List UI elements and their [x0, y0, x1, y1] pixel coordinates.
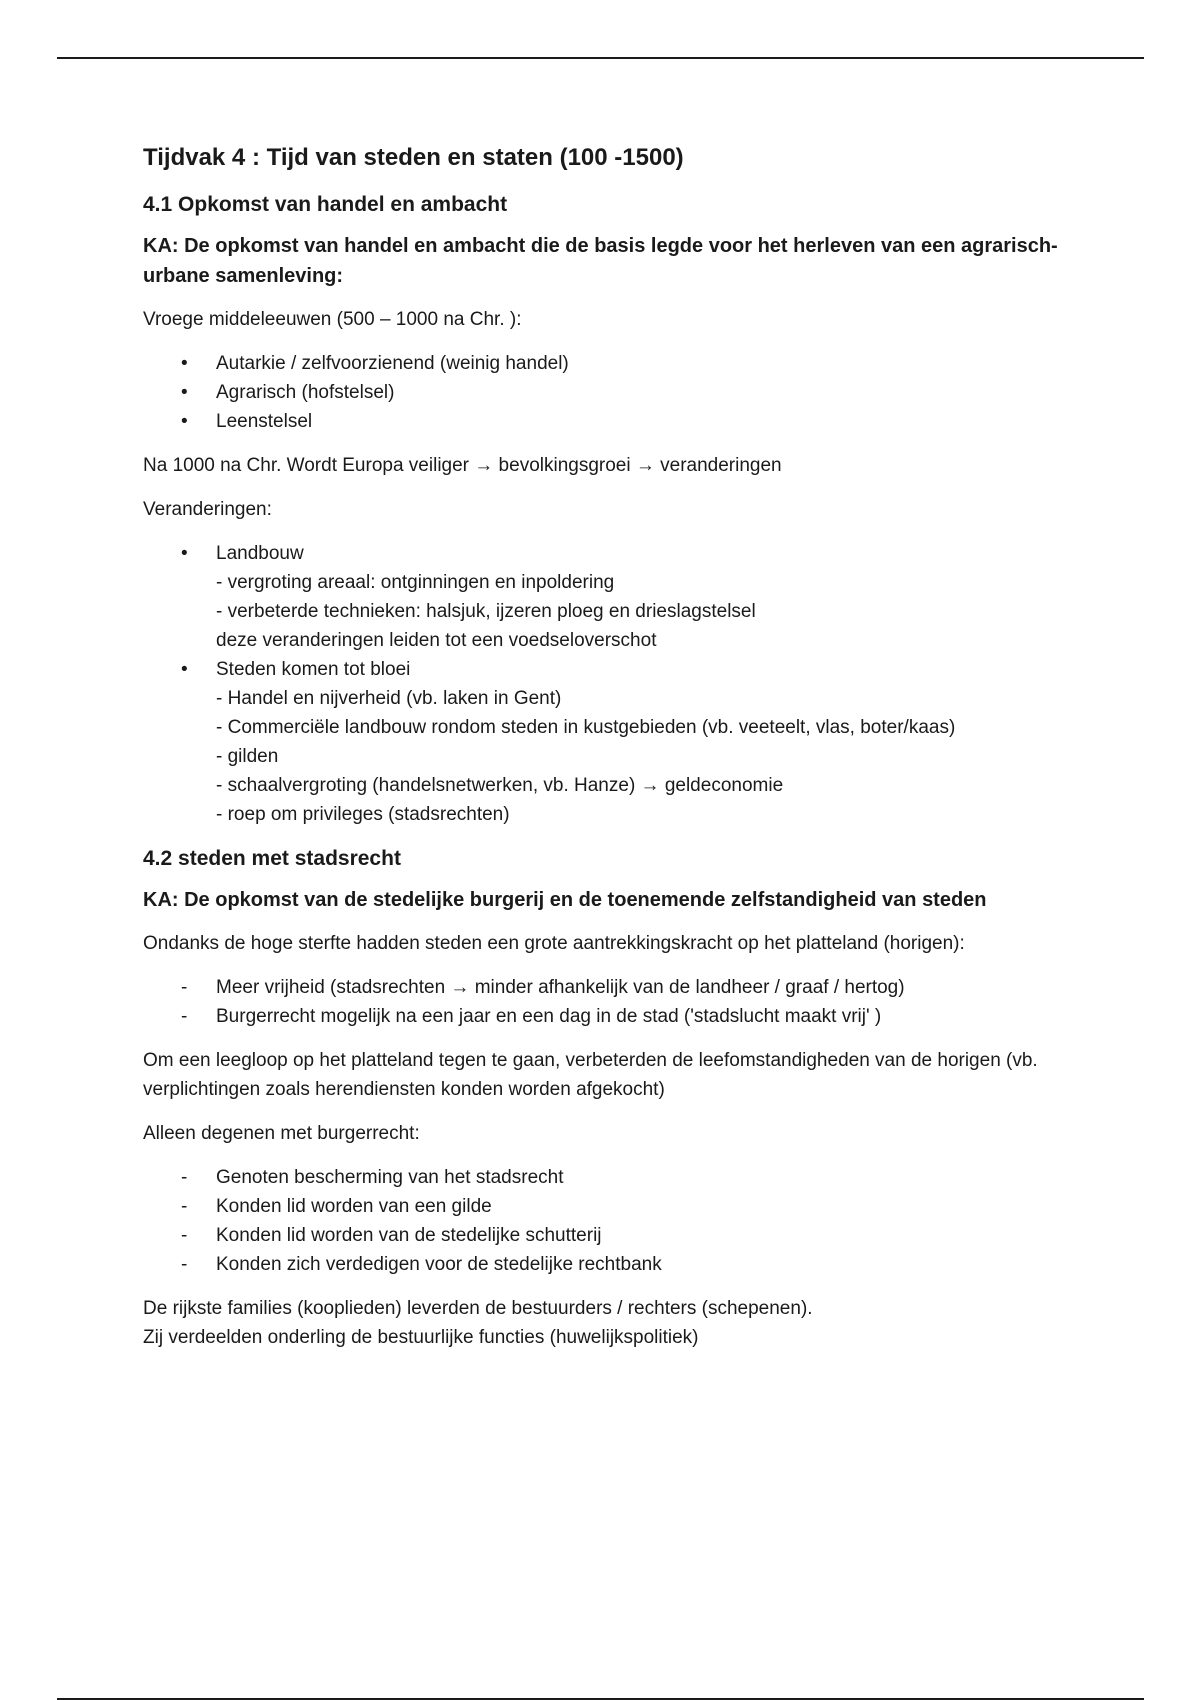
- living-conditions-paragraph: Om een leegloop op het platteland tegen te gaan, verbeterden de leefomstandigheden van de horigen (vb. verplichtingen zoals herendiensten konden worden afgekocht): [143, 1050, 1043, 1100]
- closing-line-2: Zij verdeelden onderling de bestuurlijke functies (huwelijkspolitiek): [143, 1327, 699, 1348]
- city-attraction-list: [143, 973, 1083, 1031]
- list-item: - Konden lid worden van de stedelijke schutterij: [143, 1221, 1083, 1250]
- changes-list: [143, 539, 1083, 829]
- city-attraction-intro: Ondanks de hoge sterfte hadden steden een grote aantrekkingskracht op het platteland (horigen):: [143, 933, 965, 954]
- section-heading-4-1: 4.1 Opkomst van handel en ambacht: [143, 193, 508, 216]
- list-item: - Konden lid worden van een gilde: [143, 1192, 1083, 1221]
- citizenship-list: [143, 1163, 1083, 1279]
- ka-statement-4-2: KA: De opkomst van de stedelijke burgerij en de toenemende zelfstandigheid van steden: [143, 889, 987, 911]
- list-item: - Meer vrijheid (stadsrechten → minder afhankelijk van de landheer / graaf / hertog): [143, 973, 1083, 1002]
- section-heading-4-2: 4.2 steden met stadsrecht: [143, 847, 401, 870]
- list-item: • Agrarisch (hofstelsel): [143, 378, 1083, 407]
- dash-marker: -: [181, 1254, 188, 1275]
- bullet-marker: •: [181, 543, 188, 564]
- changes-label: Veranderingen:: [143, 499, 272, 520]
- list-item: - Genoten bescherming van het stadsrecht: [143, 1163, 1083, 1192]
- early-middle-ages-intro: Vroege middeleeuwen (500 – 1000 na Chr. ):: [143, 309, 522, 330]
- closing-line-1: De rijkste families (kooplieden) leverden de bestuurders / rechters (schepenen).: [143, 1298, 813, 1319]
- document-title: Tijdvak 4 : Tijd van steden en staten (100 -1500): [143, 144, 684, 171]
- bullet-marker: •: [181, 382, 188, 403]
- list-item: - Burgerrecht mogelijk na een jaar en een dag in de stad ('stadslucht maakt vrij' ): [143, 1002, 1083, 1031]
- bullet-marker: •: [181, 659, 188, 680]
- list-item: • Autarkie / zelfvoorzienend (weinig handel): [143, 349, 1083, 378]
- top-rule: [57, 57, 1144, 59]
- change-line: Na 1000 na Chr. Wordt Europa veiliger → bevolkingsgroei → veranderingen: [143, 455, 782, 476]
- dash-marker: -: [181, 1006, 188, 1027]
- document-body: [143, 142, 1083, 1352]
- dash-marker: -: [181, 977, 188, 998]
- list-item: • Leenstelsel: [143, 407, 1083, 436]
- list-item: • Steden komen tot bloei - Handel en nijverheid (vb. laken in Gent) - Commerciële landbouw rondom steden in kustgebieden (vb. veeteelt, vlas, boter/kaas) - gilden - schaalvergroting (handelsnetwerken, vb. Hanze) → geldeconomie - roep om privileges (stadsrechten): [143, 655, 1083, 829]
- ka-statement-4-1: KA: De opkomst van handel en ambacht die de basis legde voor het herleven van een agrarisch-urbane samenleving:: [143, 235, 1058, 287]
- bullet-marker: •: [181, 353, 188, 374]
- dash-marker: -: [181, 1167, 188, 1188]
- citizenship-label: Alleen degenen met burgerrecht:: [143, 1123, 420, 1144]
- dash-marker: -: [181, 1196, 188, 1217]
- early-middle-ages-list: [143, 349, 1083, 436]
- list-item: - Konden zich verdedigen voor de stedelijke rechtbank: [143, 1250, 1083, 1279]
- list-item: • Landbouw - vergroting areaal: ontginningen en inpoldering - verbeterde technieken: halsjuk, ijzeren ploeg en drieslagstelsel deze veranderingen leiden tot een voedseloverschot: [143, 539, 1083, 655]
- dash-marker: -: [181, 1225, 188, 1246]
- bullet-marker: •: [181, 411, 188, 432]
